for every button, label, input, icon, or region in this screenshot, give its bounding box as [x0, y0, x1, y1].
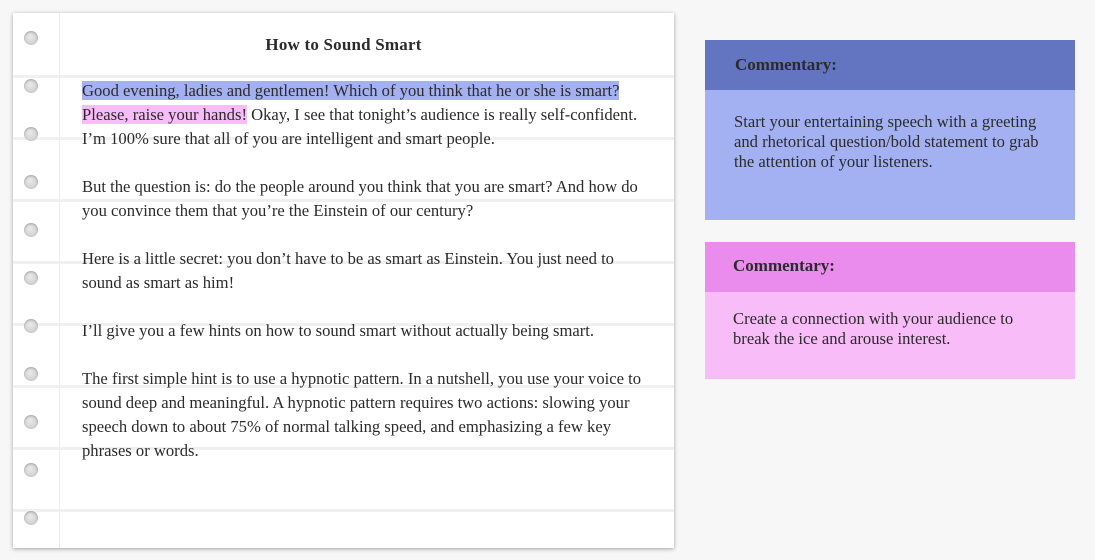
paragraph: I’ll give you a few hints on how to sound smart without actually being smart.	[82, 321, 595, 340]
paragraph: Here is a little secret: you don’t have to be as smart as Einstein. You just need to sound as smart as him!	[82, 249, 614, 292]
binder-hole-icon	[24, 463, 38, 477]
commentary-heading: Commentary:	[705, 40, 1075, 90]
highlight-pink[interactable]: Please, raise your hands!	[82, 105, 247, 124]
binder-hole-icon	[24, 127, 38, 141]
commentary-card-blue	[705, 40, 1075, 220]
binder-hole-icon	[24, 367, 38, 381]
commentary-card-pink	[705, 242, 1075, 379]
commentary-text: Start your entertaining speech with a greeting and rhetorical question/bold statement to grab the attention of your listeners.	[734, 112, 1039, 171]
paragraph	[82, 79, 642, 151]
binder-hole-icon	[24, 175, 38, 189]
binder-hole-icon	[24, 271, 38, 285]
highlight-blue[interactable]: Good evening, ladies and gentlemen! Which of you think that he or she is smart?	[82, 81, 620, 100]
document-body	[82, 79, 642, 487]
binder-hole-icon	[24, 511, 38, 525]
margin-line	[59, 13, 60, 548]
binder-hole-icon	[24, 319, 38, 333]
paragraph: The first simple hint is to use a hypnotic pattern. In a nutshell, you use your voice to sound deep and meaningful. A hypnotic pattern requires two actions: slowing your speech down to about 75% of normal talking speed, and emphasizing a few key phrases or words.	[82, 369, 642, 460]
commentary-text: Create a connection with your audience to break the ice and arouse interest.	[733, 309, 1014, 348]
binder-hole-icon	[24, 415, 38, 429]
document-title: How to Sound Smart	[265, 35, 422, 54]
binder-hole-icon	[24, 223, 38, 237]
paragraph-text: Okay, I see that tonight’s audience is really self-confident. I’m 100% sure that all of you are intelligent and smart people.	[82, 105, 638, 148]
paragraph: But the question is: do the people around you think that you are smart? And how do you convince them that you’re the Einstein of our century?	[82, 177, 638, 220]
binder-hole-icon	[24, 79, 38, 93]
commentary-heading: Commentary:	[705, 242, 1075, 292]
notebook-page	[13, 13, 674, 548]
